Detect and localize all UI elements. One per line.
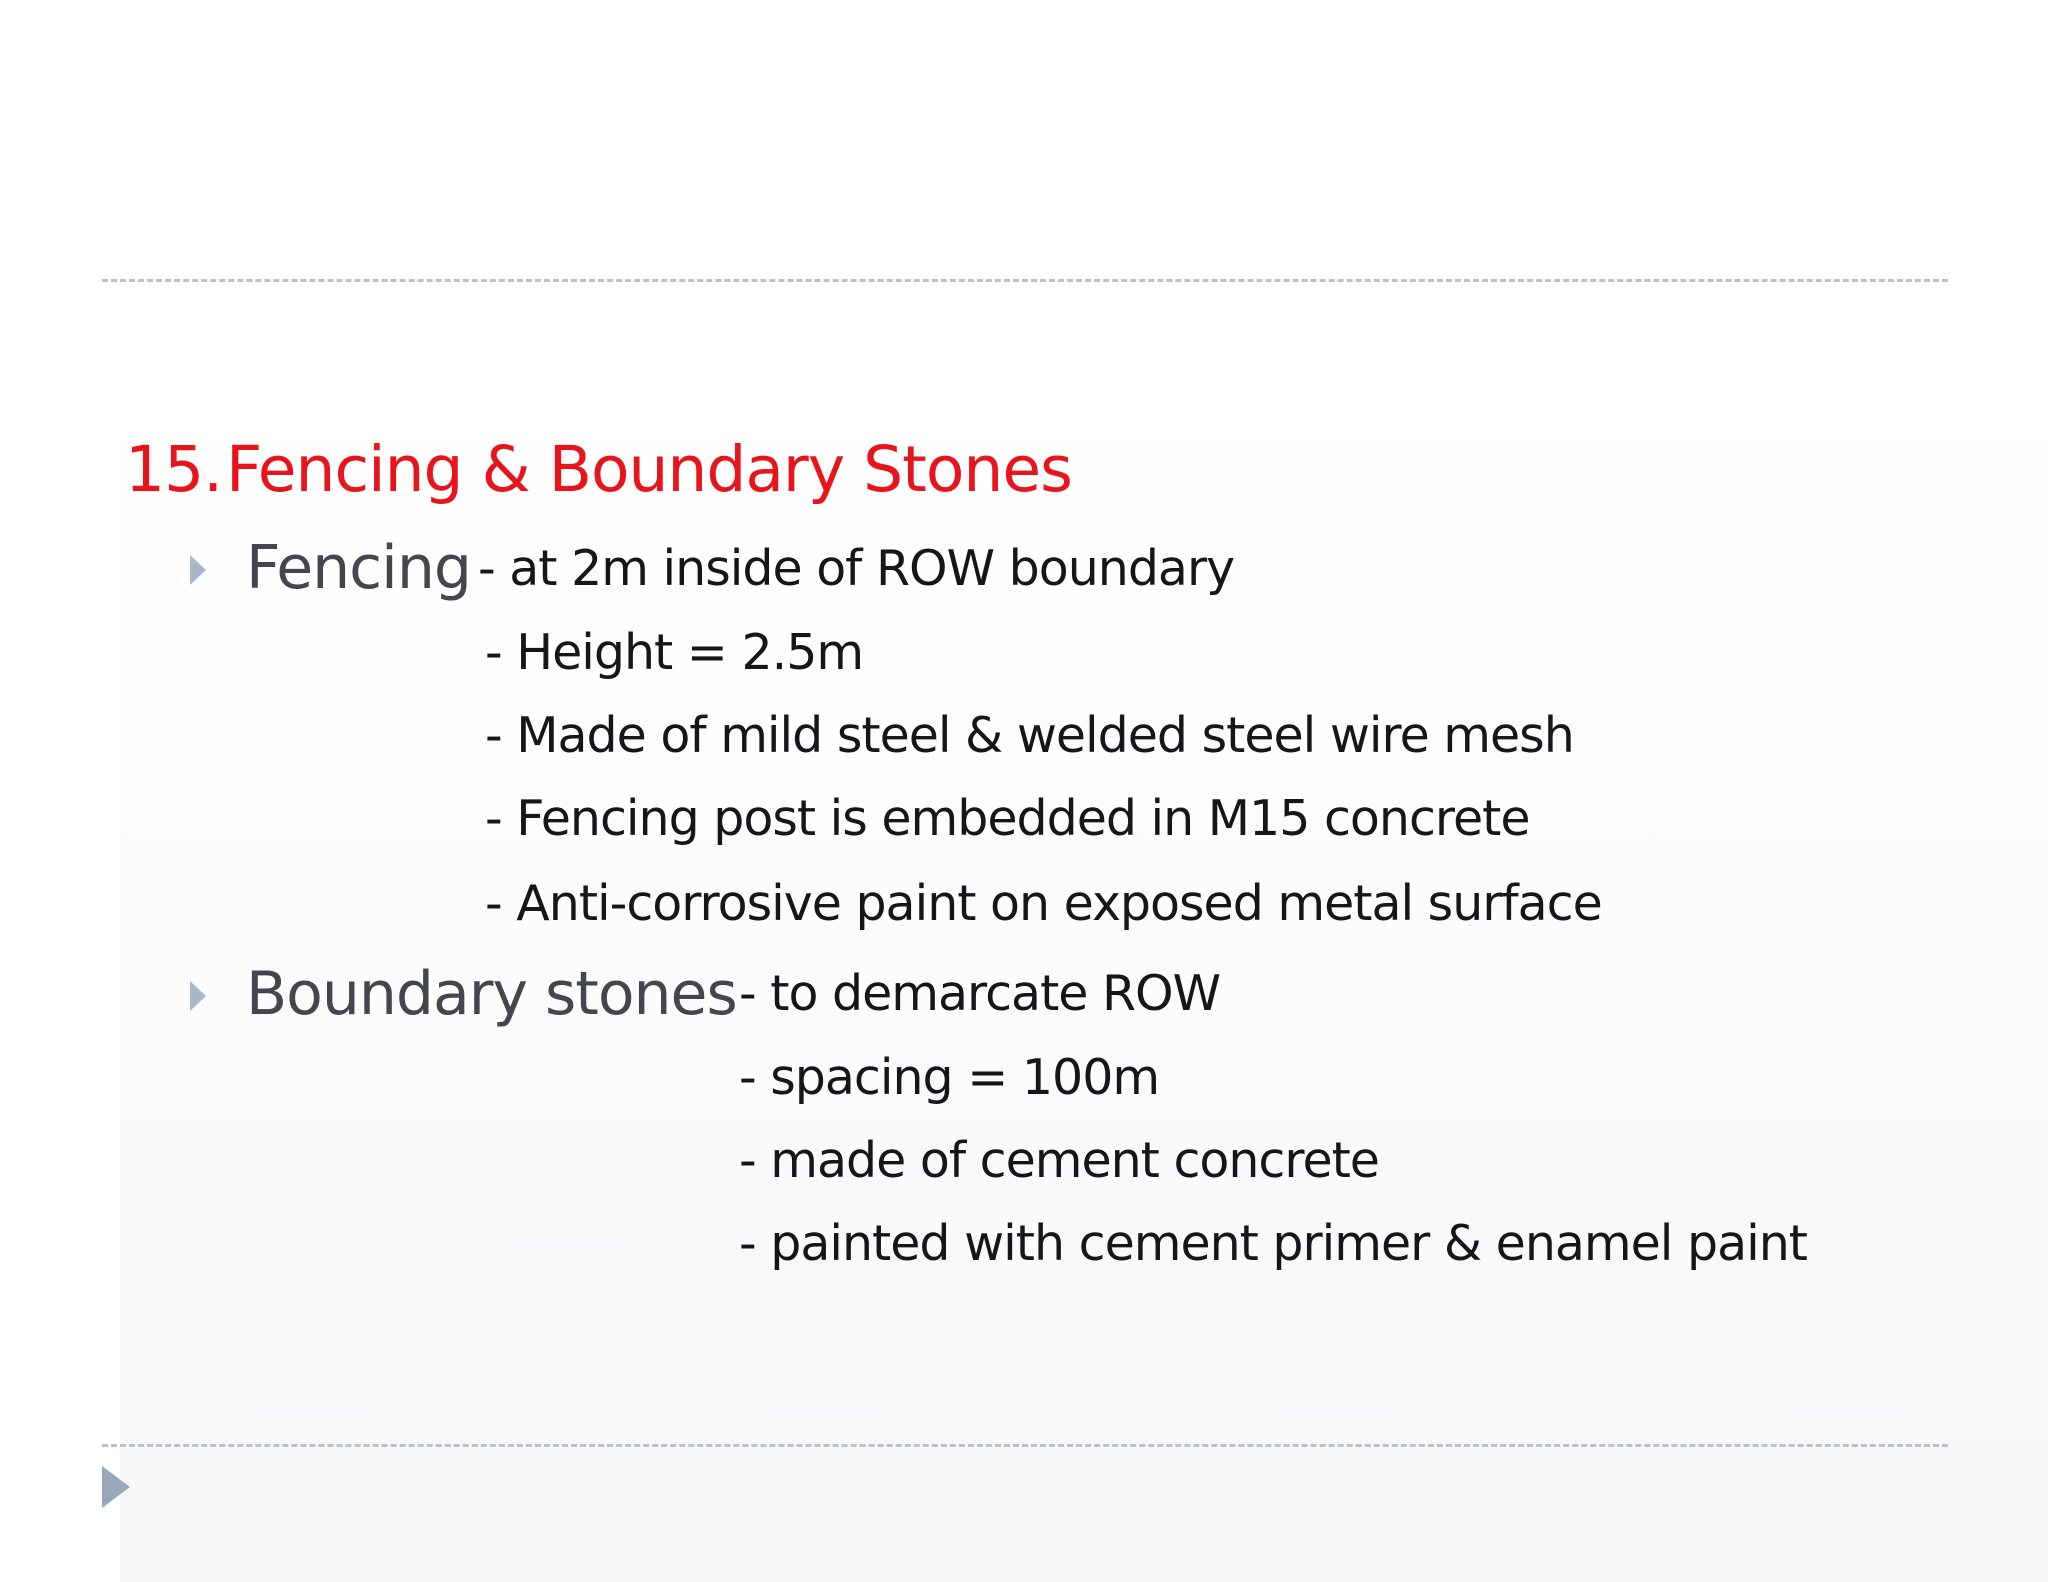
fencing-detail-4: - Fencing post is embedded in M15 concrete — [485, 790, 1530, 847]
fencing-detail-2: - Height = 2.5m — [485, 624, 864, 681]
fencing-detail-1: - at 2m inside of ROW boundary — [478, 540, 1235, 597]
boundary-detail-4: - painted with cement primer & enamel paint — [739, 1215, 1807, 1272]
title-number: 15. — [125, 433, 223, 506]
top-divider — [102, 279, 1948, 282]
next-slide-triangle-icon — [102, 1466, 130, 1508]
boundary-detail-2: - spacing = 100m — [739, 1049, 1160, 1106]
boundary-detail-3: - made of cement concrete — [739, 1132, 1379, 1189]
title-text: Fencing & Boundary Stones — [226, 433, 1072, 506]
fencing-detail-5: - Anti-corrosive paint on exposed metal surface — [485, 875, 1602, 932]
slide-title — [125, 425, 1072, 515]
bullet-term-boundary-stones: Boundary stones — [246, 959, 737, 1029]
bullet-triangle-icon — [190, 555, 206, 585]
boundary-detail-1: - to demarcate ROW — [739, 965, 1221, 1022]
bottom-divider — [102, 1444, 1948, 1447]
bullet-triangle-icon — [190, 981, 206, 1011]
fencing-detail-3: - Made of mild steel & welded steel wire mesh — [485, 707, 1574, 764]
bullet-term-fencing: Fencing — [246, 533, 471, 603]
